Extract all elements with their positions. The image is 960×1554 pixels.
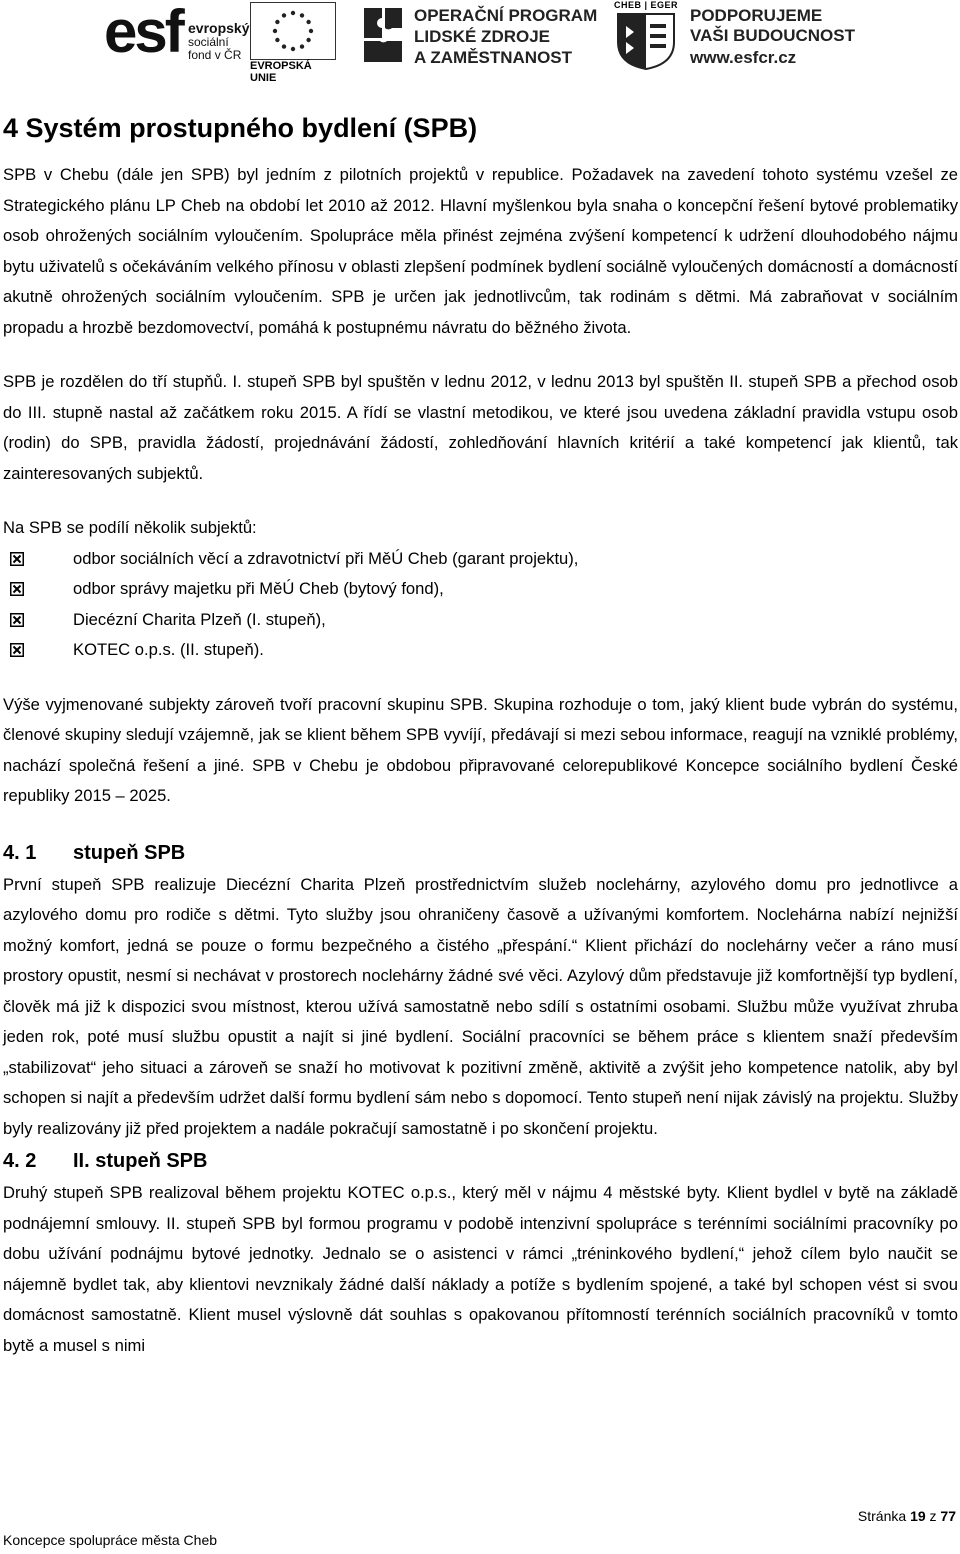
document-body	[3, 108, 958, 1361]
list-item	[10, 605, 958, 636]
op-line2: LIDSKÉ ZDROJE	[414, 27, 551, 46]
page-prefix: Stránka	[857, 1508, 907, 1524]
support-url: www.esfcr.cz	[690, 48, 797, 67]
op-line3: A ZAMĚSTNANOST	[414, 48, 573, 67]
op-logo	[360, 0, 610, 74]
eu-label: EVROPSKÁ UNIE	[250, 60, 312, 84]
subsection-title: II. stupeň SPB	[73, 1150, 208, 1172]
section-heading: 4 Systém prostupného bydlení (SPB)	[3, 113, 478, 143]
paragraph-stage-1: První stupeň SPB realizuje Diecézní Charita Plzeň prostřednictvím služeb noclehárny, azylového domu pro jednotlivce a azylového domu pro rodiče s dětmi. Tyto služby jsou ohraničeny časově a užívanými komfortem. Noclehárna nabízí nejnižší možný komfort, jedná se pouze o formu bezpečného a čistého „přespání.“ Klient přichází do noclehárny večer a ráno musí prostory opustit, nesmí si nechávat v prostorech noclehárny žádné své věci. Azylový dům představuje již komfortnější typ bydlení, člověk má již k dispozici svou místnost, kterou užívá samostatně nebo sdílí s ostatními osobami. Službu může využívat zhruba jeden rok, poté musí službu opustit a najít si jiné bydlení. Sociální pracovníci se během práce s klientem snaží především „stabilizovat“ jeho situaci a zároveň se snaží ho motivovat k pozitivní změně, aktivitě a zvýšit jeho kompetence natolik, aby byl schopen si najít a především udržet další formu bydlení sám nebo s dopomocí. Tento stupeň není nijak závislý na projektu. Služby byly realizovány již před projektem a nadále pokračují samostatně i po skončení projektu.	[3, 874, 958, 1138]
list-intro: Na SPB se podílí několik subjektů:	[3, 518, 257, 537]
esf-logo-text	[188, 22, 249, 62]
subjects-list	[3, 544, 958, 666]
paragraph-stages: SPB je rozdělen do tří stupňů. I. stupeň SPB byl spuštěn v lednu 2012, v lednu 2013 byl spuštěn II. stupeň SPB a přechod osob do III. stupně nastal až začátkem roku 2015. A řídí se vlastní metodikou, ve které jsou uvedena základní pravidla vstupu osob (rodin) do SPB, pravidla žádostí, projednávání žádostí, zohledňování hlavních kritérií a také kompetencí jak klientů, tak zainteresovaných subjektů.	[3, 372, 958, 483]
esf-logo-mark: esf	[104, 0, 182, 65]
checkbox-x-icon	[10, 613, 24, 627]
esf-logo-line3: fond v ČR	[188, 48, 242, 62]
eu-flag-icon	[250, 2, 336, 60]
op-line1: OPERAČNÍ PROGRAM	[414, 6, 598, 25]
support-line2: VAŠI BUDOUCNOST	[690, 26, 855, 45]
footer-document-title: Koncepce spolupráce města Cheb	[3, 1532, 218, 1548]
page-total: 77	[940, 1508, 956, 1524]
list-item	[10, 635, 958, 666]
list-item	[10, 574, 958, 605]
cheb-logo	[614, 0, 680, 74]
subsection-number: 4. 2	[3, 1150, 37, 1172]
page-number	[858, 1508, 956, 1524]
checkbox-x-icon	[10, 552, 24, 566]
paragraph-working-group: Výše vyjmenované subjekty zároveň tvoří pracovní skupinu SPB. Skupina rozhoduje o tom, jaký klient bude vybrán do systému, členové skupiny sledují vzájemně, jak se klient během SPB vyvíjí, předávají si mezi sebou informace, reagují na vzniklé problémy, nachází společná řešení a jiné. SPB v Chebu je obdobou připravované celorepublikové Koncepce sociálního bydlení České republiky 2015 – 2025.	[3, 694, 958, 805]
esf-logo	[104, 0, 250, 74]
eu-logo	[250, 0, 336, 84]
list-item	[10, 544, 958, 575]
esf-logo-line1: evropský	[188, 20, 250, 36]
checkbox-x-icon	[10, 582, 24, 596]
subsection-heading-2	[3, 1144, 958, 1178]
page-of: z	[929, 1508, 937, 1524]
support-text	[690, 6, 855, 46]
op-puzzle-icon	[360, 4, 406, 66]
checkbox-x-icon	[10, 643, 24, 657]
subsection-heading-1	[3, 836, 958, 870]
cheb-label: CHEB | EGER	[614, 0, 679, 10]
list-item-text: Diecézní Charita Plzeň (I. stupeň),	[73, 609, 326, 629]
list-item-text: odbor sociálních věcí a zdravotnictví při MěÚ Cheb (garant projektu),	[73, 548, 579, 568]
support-line1: PODPORUJEME	[690, 6, 823, 25]
subsection-title: stupeň SPB	[73, 841, 186, 864]
op-logo-text	[414, 5, 597, 68]
list-item-text: odbor správy majetku při MěÚ Cheb (bytový fond),	[73, 579, 444, 598]
cheb-shield-icon	[616, 12, 676, 70]
page-current: 19	[910, 1508, 926, 1524]
subsection-number: 4. 1	[3, 841, 37, 864]
paragraph-intro: SPB v Chebu (dále jen SPB) byl jedním z pilotních projektů v republice. Požadavek na zavedení tohoto systému vzešel ze Strategického plánu LP Cheb na období let 2010 až 2012. Hlavní myšlenkou byla snaha o koncepční řešení bytové problematiky osob ohrožených sociálním vyloučením. Spolupráce měla přinést zejména zvýšení kompetencí k udržení dlouhodobého nájmu bytu uživatelů s očekáváním velkého přínosu v oblasti zlepšení podmínek bydlení sociálně vyloučených domácností a domácností akutně ohrožených sociálním vyloučením. SPB je určen jak jednotlivcům, tak rodinám s dětmi. Má zabraňovat v sociálním propadu a hrozbě bezdomovectví, pomáhá k postupnému návratu do běžného života.	[3, 165, 958, 337]
paragraph-stage-2: Druhý stupeň SPB realizoval během projektu KOTEC o.p.s., který měl v nájmu 4 městské byty. Klient bydlel v bytě na základě podnájemní smlouvy. II. stupeň SPB byl formou programu v podobě intenzivní spolupráce s terénními sociálními pracovníky po dobu užívání podnájmu bytové jednotky. Jednalo se o asistenci v rámci „tréninkového bydlení,“ jehož cílem bylo naučit se nájemně bydlet tak, aby klientovi nevznikaly žádné další náklady a potíže s bydlením spojené, a také byl schopen vést si svou domácnost samostatně. Klient musel výslovně dát souhlas s opakovanou přítomností terénních sociálních pracovníků v tomto bytě a musel s nimi	[3, 1183, 958, 1355]
esf-logo-line2: sociální	[188, 35, 229, 49]
support-logo	[690, 0, 860, 74]
list-item-text: KOTEC o.p.s. (II. stupeň).	[73, 640, 264, 659]
page-header	[0, 0, 960, 84]
